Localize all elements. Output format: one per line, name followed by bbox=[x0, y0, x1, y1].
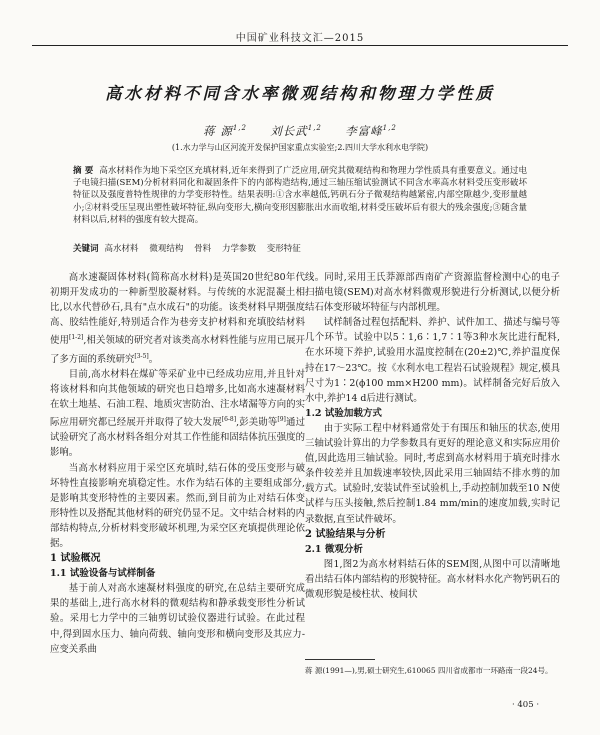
header-rule bbox=[32, 45, 568, 46]
keywords-text: 高水材料 微观结构 骨料 力学参数 变形特征 bbox=[104, 244, 301, 254]
left-column bbox=[50, 270, 305, 657]
abstract bbox=[73, 165, 527, 226]
author-name: 李富峰 bbox=[345, 124, 383, 138]
keywords-label: 关键词 bbox=[73, 244, 99, 254]
author-name: 蒋 源 bbox=[203, 124, 233, 138]
paragraph-text: ,相关领域的研究者对该类高水材料性能与应用已展开了多方面的系统研究 bbox=[50, 335, 305, 365]
running-head: 中国矿业科技文汇—2015 bbox=[235, 33, 365, 44]
keywords bbox=[73, 242, 527, 254]
subsection-heading: 1.2 试验加载方式 bbox=[305, 407, 382, 419]
body-paragraph bbox=[50, 270, 305, 367]
body-paragraph: 试样制备过程包括配料、养护、试件加工、描述与编号等几个环节。试验中以5∶1,6∶1,7∶1等3种水灰比进行配料,在水环境下养护,试验用水温度控制在(20±2)℃,养护温度保持在17～23℃。按《水利水电工程岩石试验规程》规定,模具尺寸为1∶2(ϕ100 mm×H200 mm)。试样制备完好后放入水中,养护14 d后进行测试。 bbox=[305, 317, 560, 404]
paragraph-text: 通过试验研究了高水材料各组分对其工作性能和固结体抗压强度的影响。 bbox=[50, 417, 305, 459]
author-affil-mark: 1,2 bbox=[232, 124, 247, 133]
author-affil-mark: 1,2 bbox=[382, 124, 397, 133]
footnote-rule bbox=[305, 659, 375, 660]
body-paragraph: 基于前人对高水速凝材料强度的研究,在总结主要研究成果的基础上,进行高水材料的微观结构和静承载变形性分析试验。采用七力学中的三轴剪切试验仪器进行试验。在此过程中,得到固水压力、轴向荷载、轴向变形和横向变形及其应力-应变关系曲 bbox=[50, 583, 305, 655]
paragraph-text: 高水速凝固体材料(简称高水材料)是英国20世纪80年代初期开发成功的一种新型胶凝材料。与传统的水泥混凝土相比,以水代替砂石,具有"点水成石"的功能。该类材料早期强度高、胶结性能好,特别适合作为巷旁支护材料和充填胶结材料使用 bbox=[50, 272, 305, 347]
body-paragraph: 图1,图2为高水材料结石体的SEM图,从图中可以清晰地看出结石体内部结构的形貌特征。高水材料水化产物钙矾石的微观形貌是棱柱状、棱间状 bbox=[305, 558, 560, 600]
abstract-text: 高水材料作为地下采空区充填材料,近年来得到了广泛应用,研究其微观结构和物理力学性质具有重要意义。通过电子电镜扫描(SEM)分析材料同化和凝固条件下的内部构造结构,通过三轴压缩试验测试不同含水率高水材料受压变形破坏特征以及强度普特性规律的力学变形特性。结果表明:①含水率越低,钙矾石分子微观结构越紧密,内部空隙越少,变形量越小;②材料受压呈现出塑性破坏特征,纵向变形大,横向变形因膨胀出水而收缩,材料受压破坏后有很大的残余强度;③随含量材料以后,材料的强度有较大提高。 bbox=[73, 166, 527, 225]
page-number: · 405 · bbox=[512, 700, 540, 710]
citation: [3-5] bbox=[134, 352, 149, 360]
paragraph-text: ,彭美勋等 bbox=[236, 417, 278, 429]
author-name: 刘长武 bbox=[270, 124, 308, 138]
body-paragraph: 线。同时,采用王氏莽源部西南矿产资源监督检测中心的电子扫描电镜(SEM)对高水材料微观形貌进行分析测试,以便分析结石体变形破坏特征与内部机理。 bbox=[305, 272, 560, 314]
author-footnote: 蒋 源(1991—),男,硕士研究生,610065 四川省成都市一环路南一段24号。 bbox=[305, 666, 553, 675]
abstract-label: 摘 要 bbox=[73, 166, 94, 176]
subsection-heading: 1.1 试验设备与试样制备 bbox=[50, 568, 156, 580]
right-column bbox=[305, 270, 560, 602]
paragraph-text: 。 bbox=[148, 353, 159, 365]
citation: [9] bbox=[277, 416, 286, 424]
body-paragraph: 由于实际工程中材料通常处于有围压和轴压的状态,使用三轴试验计算出的力学参数具有更好的理论意义和实际应用价值,因此选用三轴试验。同时,考虑到高水材料用于填充时排水条件较差并且加载速率较快,因此采用三轴固结不排水剪的加载方式。试验时,安装试件至试验机上,手动控制加载至10 N使试样与压头接触,然后控制1.84 mm/min的速度加载,实时记录数据,直至试件破坏。 bbox=[305, 422, 560, 525]
paper-title: 高水材料不同含水率微观结构和物理力学性质 bbox=[105, 84, 495, 103]
body-paragraph bbox=[50, 367, 305, 461]
body-paragraph: 当高水材料应用于采空区充填时,结石体的受压变形与破坏特性直接影响充填稳定性。水作为结石体的主要组成部分,是影响其变形特性的主要因素。然而,到目前为止对结石体变形特性以及搭配其他材料的研究仍显不足。文中结合材料的内部结构特点,分析材料变形破坏机理,为采空区充填提供理论依据。 bbox=[50, 462, 305, 549]
section-heading: 1 试验概况 bbox=[50, 553, 101, 565]
author-affil-mark: 1,2 bbox=[307, 124, 322, 133]
author-list bbox=[0, 123, 600, 139]
affiliation: (1.水力学与山区河流开发保护国家重点实验室;2.四川大学水利水电学院) bbox=[171, 143, 429, 152]
section-heading: 2 试验结果与分析 bbox=[305, 528, 386, 540]
paragraph-text: 目前,高水材料在煤矿等采矿业中已经成功应用,并且针对将该材料和向其他领域的研究也日趋增多,比如高水速凝材料在软土地基、石油工程、地质灾害防治、注水堵漏等方向的实际应用研究都已经展开并取得了较大发展 bbox=[50, 368, 305, 429]
citation: [6-8] bbox=[221, 416, 237, 424]
citation: [1-2] bbox=[69, 334, 84, 342]
subsection-heading: 2.1 微观分析 bbox=[305, 543, 363, 555]
